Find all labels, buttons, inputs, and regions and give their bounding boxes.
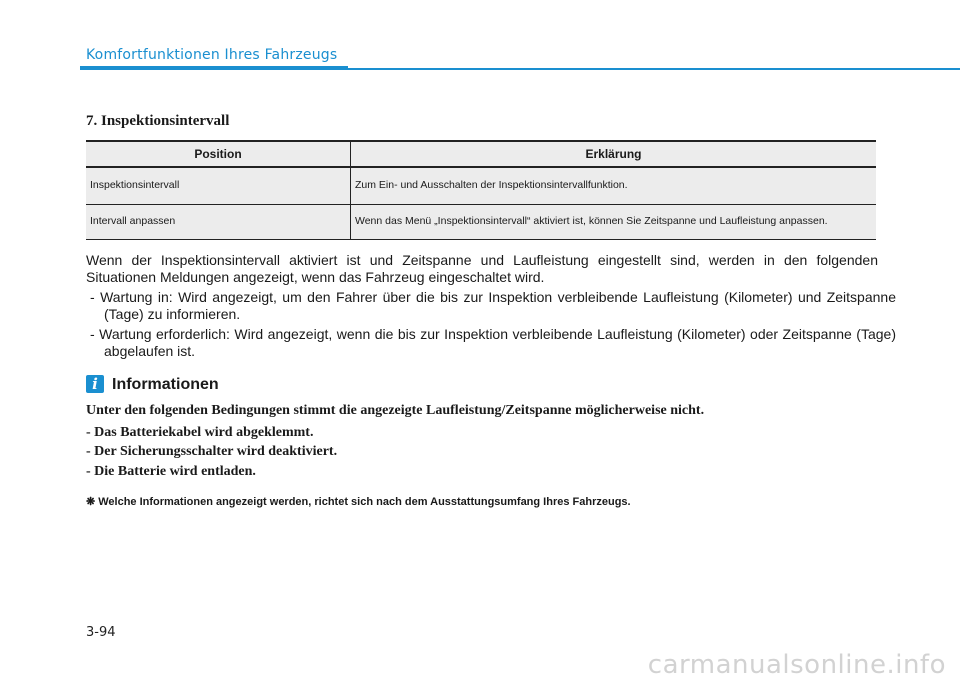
table-header-row xyxy=(86,141,876,167)
chapter-title: Komfortfunktionen Ihres Fahrzeugs xyxy=(86,47,338,63)
table-cell-explanation: Zum Ein- und Ausschalten der Inspektionsintervallfunktion. xyxy=(351,167,877,205)
info-lead: Unter den folgenden Bedingungen stimmt die angezeigte Laufleistung/Zeitspanne möglicherweise nicht. xyxy=(86,403,705,418)
chapter-accent-bar xyxy=(80,66,348,70)
info-item: - Der Sicherungsschalter wird deaktiviert. xyxy=(86,444,338,459)
table-row xyxy=(86,167,876,205)
asterisk-icon: ❋ xyxy=(86,496,96,508)
info-item: - Das Batteriekabel wird abgeklemmt. xyxy=(86,425,314,440)
chapter-rule xyxy=(348,68,960,70)
settings-table xyxy=(86,140,876,240)
table-cell-explanation: Wenn das Menü „Inspektionsintervall“ aktiviert ist, können Sie Zeitspanne und Laufleistung anpassen. xyxy=(351,205,877,240)
column-header-position: Position xyxy=(86,141,351,167)
table-cell-position: Inspektionsintervall xyxy=(86,167,351,205)
column-header-explanation: Erklärung xyxy=(351,141,877,167)
table-row xyxy=(86,205,876,240)
table-cell-position: Intervall anpassen xyxy=(86,205,351,240)
info-item: - Die Batterie wird entladen. xyxy=(86,464,256,479)
section-heading: 7. Inspektionsintervall xyxy=(86,113,230,129)
footnote-text: Welche Informationen angezeigt werden, richtet sich nach dem Ausstattungsumfang Ihres Fahrzeugs. xyxy=(98,496,631,508)
bullet-service-required: - Wartung erforderlich: Wird angezeigt, wenn die bis zur Inspektion verbleibende Laufleistung (Kilometer) oder Zeitspanne (Tage) abgelaufen ist. xyxy=(90,326,896,359)
info-title: Informationen xyxy=(112,376,219,393)
footnote xyxy=(86,495,631,508)
bullet-service-due: - Wartung in: Wird angezeigt, um den Fahrer über die bis zur Inspektion verbleibende Laufleistung (Kilometer) und Zeitspanne (Tage) zu informieren. xyxy=(90,289,896,322)
intro-paragraph: Wenn der Inspektionsintervall aktiviert ist und Zeitspanne und Laufleistung eingestellt sind, werden in den folgenden Situationen Meldungen angezeigt, wenn das Fahrzeug eingeschaltet wird. xyxy=(86,252,878,285)
info-icon: i xyxy=(86,375,104,393)
watermark: carmanualsonline.info xyxy=(647,650,946,680)
page-number: 3-94 xyxy=(86,625,116,640)
